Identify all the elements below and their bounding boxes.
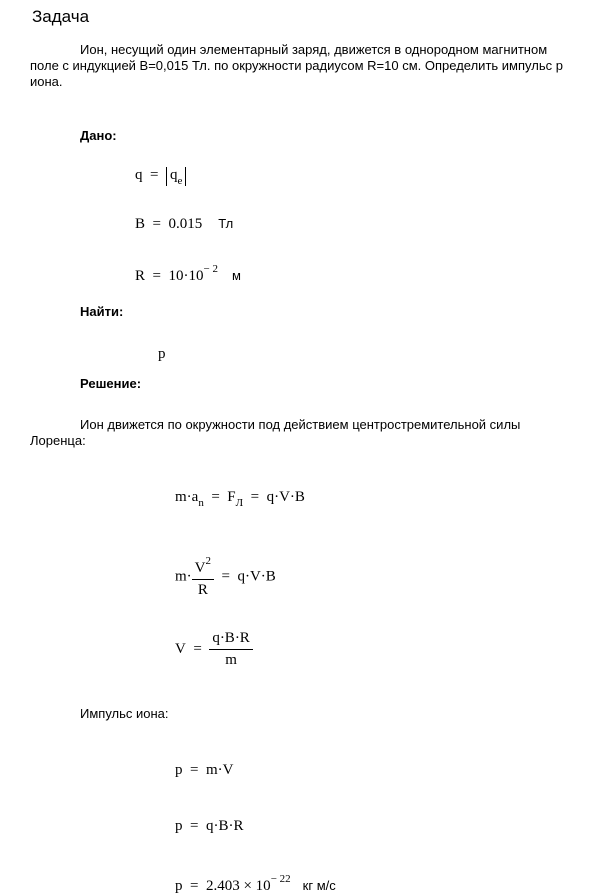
equation-velocity — [175, 630, 253, 669]
equation-impulse-result — [175, 873, 336, 895]
solution-line: Ион движется по окружности под действием центростремительной силы — [80, 417, 521, 432]
fraction-numerator: q·B·R — [209, 630, 253, 650]
eq-term: F — [227, 489, 236, 505]
eq-term: m·V — [205, 762, 234, 778]
find-header: Найти: — [80, 304, 124, 319]
eq-sign: = — [211, 489, 220, 505]
fraction-denominator: m — [225, 652, 237, 668]
result-unit: кг м/с — [302, 878, 336, 893]
eq-sign: = — [193, 640, 202, 657]
numerator-symbol: V — [194, 560, 206, 576]
eq-lhs: B — [135, 216, 146, 232]
fraction-denominator: R — [197, 582, 208, 598]
eq-sign: = — [150, 167, 159, 183]
equation-lorentz — [175, 489, 305, 509]
eq-lhs: p — [175, 878, 183, 894]
problem-line: иона. — [30, 74, 63, 89]
problem-line: Ион, несущий один элементарный заряд, движется в однородном магнитном — [80, 42, 548, 57]
eq-lhs: q — [135, 167, 143, 183]
given-b-equation — [135, 216, 233, 233]
eq-lhs: p — [175, 818, 183, 834]
eq-sign: = — [190, 818, 199, 834]
eq-term: m·a — [175, 489, 199, 505]
given-q-equation — [135, 167, 186, 187]
equation-impulse-mv — [175, 762, 233, 779]
eq-sign: = — [190, 878, 199, 894]
eq-lhs: R — [135, 268, 146, 284]
r-exponent: − 2 — [203, 263, 218, 275]
charge-symbol: q — [169, 167, 178, 183]
page-title: Задача — [32, 7, 90, 26]
given-header: Дано: — [80, 128, 117, 143]
eq-term: m· — [175, 568, 192, 585]
eq-term: q·B·R — [205, 818, 244, 834]
equation-impulse-qbr — [175, 818, 243, 835]
eq-term: q·V·B — [266, 489, 305, 505]
eq-sign: = — [152, 216, 161, 232]
eq-sign: = — [250, 489, 260, 505]
eq-sign: = — [190, 762, 199, 778]
problem-line: поле с индукцией B=0,015 Тл. по окружности радиусом R=10 см. Определить импульс р — [30, 58, 563, 73]
charge-subscript: e — [177, 175, 183, 187]
eq-sign: = — [221, 568, 230, 585]
eq-lhs: p — [175, 762, 183, 778]
numerator-exponent: 2 — [205, 555, 212, 567]
r-base: 10·10 — [168, 268, 204, 284]
b-unit: Тл — [218, 216, 234, 231]
eq-subscript: n — [198, 497, 204, 509]
r-unit: м — [231, 268, 241, 283]
problem-statement — [30, 42, 610, 90]
given-r-equation — [135, 263, 241, 285]
eq-sign: = — [152, 268, 161, 284]
b-value: 0.015 — [168, 216, 203, 232]
solution-line: Лоренца: — [30, 433, 86, 448]
find-target: p — [158, 346, 166, 362]
eq-term: q·V·B — [237, 568, 276, 585]
equation-centripetal — [175, 555, 276, 599]
result-mantissa: 2.403 × 10 — [205, 878, 271, 894]
eq-lhs: V — [175, 640, 186, 657]
solution-text — [30, 417, 610, 449]
solution-header: Решение: — [80, 376, 142, 391]
fraction-numerator — [192, 555, 214, 580]
fraction — [192, 555, 214, 599]
abs-value — [166, 167, 186, 186]
result-exponent: − 22 — [270, 873, 291, 885]
impulse-text: Импульс иона: — [80, 706, 169, 721]
fraction — [209, 630, 253, 669]
eq-subscript: Л — [235, 497, 244, 509]
